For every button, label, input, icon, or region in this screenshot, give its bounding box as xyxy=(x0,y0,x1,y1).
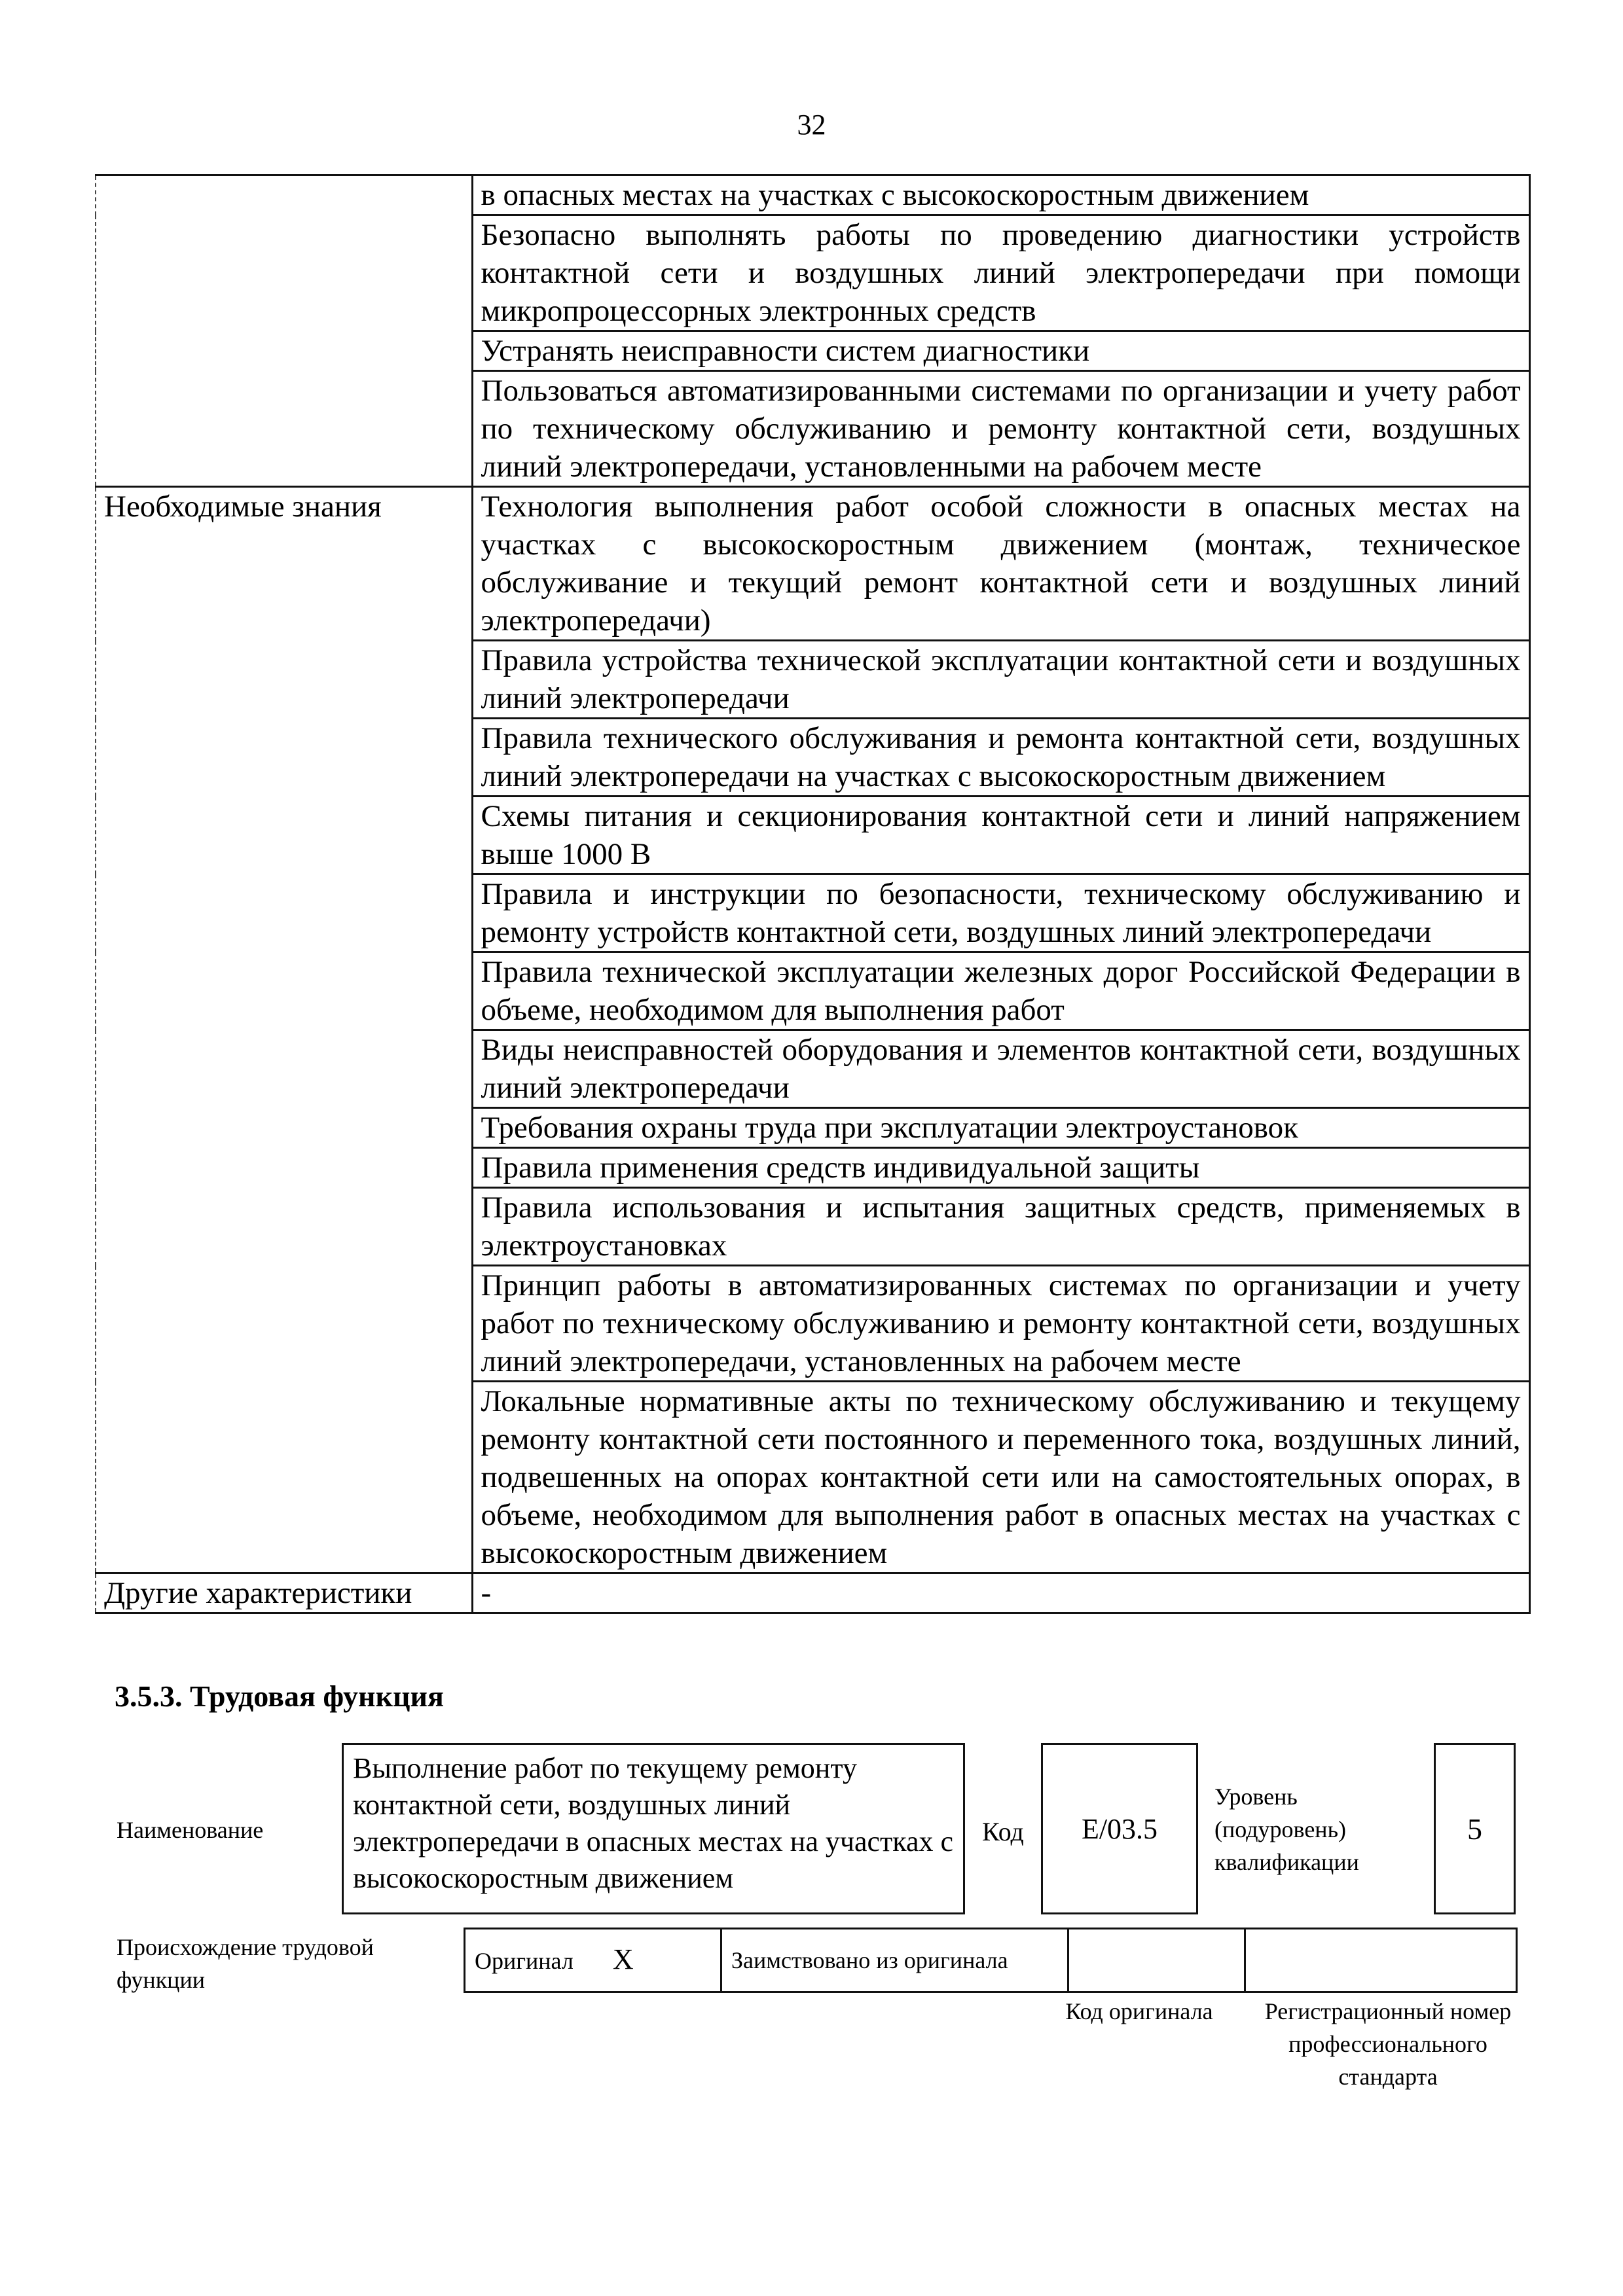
section-title: 3.5.3. Трудовая функция xyxy=(115,1679,444,1713)
skill-cell: Пользоваться автоматизированными системами по организации и учету работ по техническому обслуживанию и ремонту контактной сети, воздушных линий электропередачи, установленными на рабочем месте xyxy=(472,371,1529,487)
table-row xyxy=(96,175,1529,215)
knowledge-cell: Виды неисправностей оборудования и элементов контактной сети, воздушных линий электропередачи xyxy=(472,1030,1529,1108)
knowledge-cell: Правила технического обслуживания и ремонта контактной сети, воздушных линий электропередачи на участках с высокоскоростным движением xyxy=(472,719,1529,797)
label-cell-empty xyxy=(96,175,472,487)
knowledge-cell: Требования охраны труда при эксплуатации электроустановок xyxy=(472,1108,1529,1148)
table-row xyxy=(465,1929,1517,1992)
original-code-cell xyxy=(1068,1929,1245,1992)
knowledge-cell: Правила использования и испытания защитных средств, применяемых в электроустановках xyxy=(472,1188,1529,1266)
knowledge-cell: Правила устройства технической эксплуатации контактной сети и воздушных линий электропередачи xyxy=(472,641,1529,719)
reg-number-cell xyxy=(1245,1929,1517,1992)
page-number: 32 xyxy=(797,109,826,141)
reg-caption: Регистрационный номер профессионального стандарта xyxy=(1264,1998,1512,2090)
level-label xyxy=(1214,1780,1391,1878)
other-value: - xyxy=(472,1573,1529,1613)
origin-label xyxy=(117,1931,444,1996)
skill-cell: Безопасно выполнять работы по проведению диагностики устройств контактной сети и воздушных линий электропередачи при помощи микропроцессорных электронных средств xyxy=(472,215,1529,331)
skill-cell: Устранять неисправности систем диагностики xyxy=(472,331,1529,371)
table-row xyxy=(96,1573,1529,1613)
level-box: 5 xyxy=(1434,1743,1516,1914)
name-label: Наименование xyxy=(117,1817,264,1843)
function-name-box: Выполнение работ по текущему ремонту контактной сети, воздушных линий электропередачи в опасных местах на участках с высокоскоростным движением xyxy=(342,1743,965,1914)
other-label: Другие характеристики xyxy=(96,1573,472,1613)
code-box: E/03.5 xyxy=(1041,1743,1198,1914)
knowledge-label: Необходимые знания xyxy=(96,487,472,1573)
original-cell xyxy=(465,1929,721,1992)
knowledge-cell: Локальные нормативные акты по техническому обслуживанию и текущему ремонту контактной сети постоянного и переменного тока, воздушных линий, подвешенных на опорах контактной сети или на самостоятельных опорах, в объеме, необходимом для выполнения работ в опасных местах на участках с высокоскоростным движением xyxy=(472,1382,1529,1573)
knowledge-cell: Правила применения средств индивидуальной защиты xyxy=(472,1148,1529,1188)
knowledge-cell: Принцип работы в автоматизированных системах по организации и учету работ по техническому обслуживанию и ремонту контактной сети, воздушных линий электропередачи, установленных на рабочем месте xyxy=(472,1266,1529,1382)
knowledge-cell: Схемы питания и секционирования контактной сети и линий напряжением выше 1000 В xyxy=(472,797,1529,874)
level-label-text: Уровень (подуровень) квалификации xyxy=(1214,1784,1359,1875)
original-text: Оригинал xyxy=(475,1948,574,1974)
knowledge-table xyxy=(95,174,1531,1614)
knowledge-cell: Правила технической эксплуатации железных дорог Российской Федерации в объеме, необходимом для выполнения работ xyxy=(472,952,1529,1030)
origin-label-text: Происхождение трудовой функции xyxy=(117,1934,374,1993)
code-label: Код xyxy=(982,1817,1024,1846)
code-caption: Код оригинала xyxy=(1065,1998,1213,2024)
knowledge-cell: Технология выполнения работ особой сложности в опасных местах на участках с высокоскоростным движением (монтаж, техническое обслуживание и текущий ремонт контактной сети и воздушных линий электропередачи) xyxy=(472,487,1529,641)
borrowed-cell: Заимствовано из оригинала xyxy=(721,1929,1068,1992)
original-mark: X xyxy=(612,1943,634,1975)
skill-cell: в опасных местах на участках с высокоскоростным движением xyxy=(472,175,1529,215)
knowledge-cell: Правила и инструкции по безопасности, техническому обслуживанию и ремонту устройств контактной сети, воздушных линий электропередачи xyxy=(472,874,1529,952)
origin-table xyxy=(464,1928,1518,1993)
table-row xyxy=(96,487,1529,641)
